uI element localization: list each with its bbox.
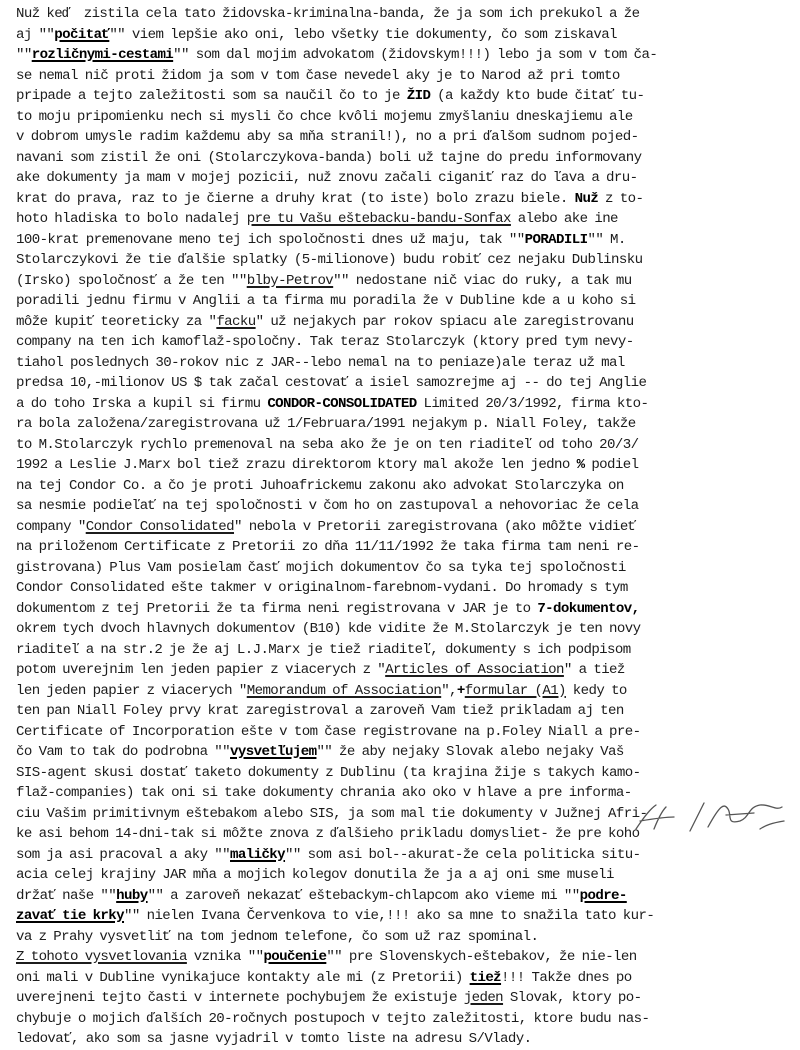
text-segment: z to- [598, 190, 644, 207]
text-line [16, 681, 792, 702]
underlined-text: pre tu Vašu eštebacku-bandu-Sonfax [246, 211, 511, 227]
text-segment: hoto hladiska to bolo nadalej [16, 211, 247, 227]
text-segment: navani som zistil že oni (Stolarczykova-banda) boli už tajne do predu informovany [16, 149, 642, 166]
text-segment: "" som dal mojim advokatom (židovskym!!!) lebo ja som v tom ča- [173, 47, 658, 63]
text-line [16, 312, 792, 333]
text-segment: Certificate of Incorporation ešte v tom čase registrovane na p.Foley Niall a pre- [16, 723, 641, 740]
text-segment: alebo ake ine [510, 211, 618, 227]
text-line [16, 537, 792, 558]
text-line [16, 230, 792, 251]
text-segment: va z Prahy vysvetliť na tom jednom telefone, čo som už raz spominal. [16, 928, 539, 945]
text-segment: vznika "" [186, 949, 264, 965]
bold-text: CONDOR-CONSOLIDATED [267, 395, 417, 412]
text-line [16, 291, 792, 312]
text-segment: len jeden papier z viacerych " [16, 682, 247, 699]
text-segment: pripade a tejto zaležitosti som sa naučil čo to je [16, 88, 407, 104]
text-segment: to M.Stolarczyk rychlo premenoval na seba ako že je on ten riaditeľ od toho 20/3/ [16, 436, 639, 453]
text-segment: som ja asi pracoval a aky "" [16, 846, 231, 863]
signature-icon [630, 795, 790, 837]
text-line [16, 148, 792, 169]
text-segment: čo Vam to tak do podrobna "" [16, 744, 231, 760]
text-line [16, 25, 792, 46]
text-segment: krat do prava, raz to je čierne a druhy krat (to iste) bolo zrazu biele. [16, 190, 575, 207]
text-line [16, 619, 792, 640]
text-line [16, 722, 792, 743]
text-segment: ake dokumenty ja mam v mojej pozicii, nuž znovu začali ciganiť raz do ľava a dru- [16, 170, 638, 186]
text-segment: " nebola v Pretorii zaregistrovana (ako môžte vidieť [234, 518, 636, 535]
text-segment: v dobrom umysle radim každemu aby sa mňa stranil!), no a pri ďalšom sudnom pojed- [16, 129, 639, 145]
text-segment: acia celej krajiny JAR mňa a mojich kolegov donutila že ja a aj oni sme museli [16, 867, 614, 883]
text-segment: (a každy kto bude čitať tu- [430, 88, 645, 104]
text-line [16, 701, 792, 722]
text-line [16, 988, 792, 1009]
text-segment: kedy to [565, 682, 627, 699]
text-segment: se nemal nič proti židom ja som v tom čase nevedel aky je to Narod až pri tomto [16, 67, 620, 84]
text-segment: gistrovana) Plus Vam posielam časť mojich dokumentov čo sa tyka tej spoločnosti [16, 559, 626, 576]
underlined-text: huby [116, 887, 148, 904]
text-segment: Condor Consolidated ešte takmer v originalnom-farebnom-vydani. Do hromady s tym [16, 580, 628, 596]
text-line [16, 906, 792, 927]
text-segment: sa nesmie podieľať na tej spoločnosti v čom ho on zastupoval a nehovoriac že cela [16, 498, 639, 514]
bold-text: PORADILI [524, 231, 588, 248]
text-segment: môže kupiť teoreticky za " [16, 313, 217, 330]
text-line [16, 558, 792, 579]
text-segment: company " [16, 518, 86, 535]
text-line [16, 742, 792, 763]
text-segment: !!! Takže dnes po [501, 969, 632, 986]
text-line [16, 86, 792, 107]
text-segment: držať naše "" [16, 887, 117, 904]
underlined-text: maličky [230, 846, 286, 863]
text-segment: "" že aby nejaky Slovak alebo nejaky Vaš [316, 744, 624, 760]
underlined-text: formular (A1) [464, 682, 566, 699]
text-segment: SIS-agent skusi dostať taketo dokumenty z Dublinu (ta krajina žije s takych kamo- [16, 764, 641, 781]
text-segment: chybuje o mojich ďalších 20-ročnych postupoch v tejto zaležitosti, ktore budu nas- [16, 1010, 650, 1027]
text-line [16, 845, 792, 866]
underlined-text: rozličnymi-cestami [31, 47, 174, 63]
bold-text: ŽID [406, 88, 431, 104]
letter-page [16, 4, 792, 1047]
text-segment: tiahol poslednych 30-rokov nic z JAR--lebo nemal na to peniaze)ale teraz už mal [16, 354, 625, 371]
text-segment: company na ten ich kamoflaž-spoločny. Tak teraz Stolarczyk (ktory pred tym nevy- [16, 334, 634, 350]
underlined-text: zavať tie krky [16, 908, 125, 924]
text-segment: 100-krat premenovane meno tej ich spoločnosti dnes už maju, tak "" [16, 231, 525, 248]
text-line [16, 1029, 792, 1050]
text-segment: potom uverejnim len jeden papier z viacerych z " [16, 662, 386, 678]
text-line [16, 127, 792, 148]
text-segment: flaž-companies) tak oni si take dokumenty chrania ako oko v hlave a pre informa- [16, 785, 632, 801]
text-segment: to moju pripomienku nech si mysli čo chce kvôli mojemu zmyšlaniu dneskajiemu ale [16, 108, 633, 125]
underlined-text: Condor Consolidated [85, 518, 235, 535]
text-segment: "" [16, 47, 32, 63]
text-line [16, 66, 792, 87]
text-line [16, 947, 792, 968]
text-line [16, 927, 792, 948]
text-line [16, 1009, 792, 1030]
bold-text: 7-dokumentov, [537, 600, 640, 617]
text-segment: poradili jednu firmu v Anglii a ta firma mu poradila že v Dubline kde a u koho si [16, 293, 636, 309]
text-segment: ten pan Niall Foley prvy krat zaregistroval a zaroveň Vam tiež prikladam aj ten [16, 703, 624, 719]
text-line [16, 660, 792, 681]
underlined-text: Memorandum of Association [246, 682, 442, 699]
text-segment: dokumentom z tej Pretorii že ta firma neni registrovana v JAR je to [16, 600, 538, 617]
text-segment: Limited 20/3/1992, firma kto- [416, 395, 649, 412]
text-line [16, 414, 792, 435]
text-line [16, 763, 792, 784]
text-segment: " už nejakych par rokov spiacu ale zaregistrovanu [255, 313, 634, 330]
text-line [16, 271, 792, 292]
text-segment: na tej Condor Co. a čo je proti Juhoafrickemu zakonu ako advokat Stolarczyka on [16, 477, 624, 494]
text-line [16, 455, 792, 476]
underlined-text: Articles of Association [385, 662, 564, 678]
text-line [16, 435, 792, 456]
text-segment: predsa 10,-milionov US $ tak začal cestovať a isiel samozrejme aj -- do tej Anglie [16, 375, 647, 391]
text-segment: Nuž keď zistila cela tato židovska-kriminalna-banda, že ja som ich prekukol a že [16, 6, 640, 22]
text-segment: Stolarczykovi že tie ďalšie splatky (5-milionove) budu robiť cez nejaku Dublinsku [16, 252, 643, 268]
text-segment: "" a zaroveň nekazať eštebackym-chlapcom ako vieme mi "" [147, 887, 580, 904]
underlined-text: poučenie [263, 949, 327, 965]
text-segment: " a tiež [563, 662, 625, 678]
text-line [16, 578, 792, 599]
underlined-text: vysvetľujem [230, 744, 317, 760]
text-segment: oni mali v Dubline vynikajuce kontakty ale mi (z Pretorii) [16, 969, 470, 986]
text-segment: "" nedostane nič viac do ruky, a tak mu [333, 272, 632, 289]
text-line [16, 250, 792, 271]
text-segment: (Irsko) spoločnosť a že ten "" [16, 272, 247, 289]
text-line [16, 107, 792, 128]
underlined-text: facku [216, 313, 256, 330]
underlined-text: Z tohoto vysvetlovania [16, 949, 187, 965]
text-segment: ke asi behom 14-dni-tak si môžte znova z ďalšieho prikladu domysliet- že pre koho [16, 826, 640, 842]
text-segment: a do toho Irska a kupil si firmu [16, 395, 268, 412]
text-line [16, 332, 792, 353]
text-line [16, 4, 792, 25]
text-line [16, 886, 792, 907]
text-segment: "" nielen Ivana Červenkova to vie,!!! ako sa mne to snažila tato kur- [124, 908, 655, 924]
bold-text: Nuž [574, 190, 599, 207]
text-segment: ledovať, ako som sa jasne vyjadril v tomto liste na adresu S/Vlady. [16, 1031, 532, 1047]
text-segment: podiel [584, 457, 639, 473]
text-line [16, 599, 792, 620]
text-segment: "" M. [587, 231, 626, 248]
text-segment: "" pre Slovenskych-eštebakov, že nie-len [326, 949, 637, 965]
text-line [16, 394, 792, 415]
text-segment: "" som asi bol--akurat-že cela politicka situ- [285, 846, 641, 863]
text-line [16, 209, 792, 230]
text-segment: riaditeľ a na str.2 je že aj L.J.Marx je tiež riaditeľ, dokumenty s ich podpisom [16, 641, 631, 658]
underlined-text: tiež [469, 969, 502, 986]
text-line [16, 496, 792, 517]
underlined-text: podre- [579, 887, 627, 904]
underlined-text: blby-Petrov [246, 272, 334, 289]
underlined-text: počitať [54, 26, 110, 43]
text-segment: ra bola založena/zaregistrovana už 1/Februara/1991 nejakym p. Niall Foley, takže [16, 416, 636, 432]
text-line [16, 476, 792, 497]
bold-text: % [576, 457, 585, 473]
text-line [16, 517, 792, 538]
text-segment: ciu Vašim primitivnym eštebakom alebo SIS, ja som mal tie dokumenty v Južnej Afri- [16, 805, 648, 822]
text-segment: ", [441, 682, 457, 699]
text-segment: Slovak, ktory po- [503, 990, 642, 1006]
text-line [16, 168, 792, 189]
text-line [16, 373, 792, 394]
underlined-text: jeden [463, 990, 504, 1006]
text-line [16, 865, 792, 886]
text-segment: na priloženom Certificate z Pretorii zo dňa 11/11/1992 že taka firma tam neni re- [16, 539, 640, 555]
text-line [16, 189, 792, 210]
text-segment: aj "" [16, 26, 55, 43]
text-segment: 1992 a Leslie J.Marx bol tiež zrazu direktorom ktory mal akože len jedno [16, 457, 577, 473]
text-line [16, 968, 792, 989]
text-segment: okrem tych dvoch hlavnych dokumentov (B10) kde vidite že M.Stolarczyk je ten novy [16, 621, 641, 637]
text-segment: "" viem lepšie ako oni, lebo všetky tie dokumenty, čo som ziskaval [109, 26, 617, 43]
text-line [16, 45, 792, 66]
text-segment: uverejneni tejto časti v internete pochybujem že existuje [16, 990, 464, 1006]
text-line [16, 640, 792, 661]
bold-text: + [456, 682, 465, 699]
text-line [16, 353, 792, 374]
